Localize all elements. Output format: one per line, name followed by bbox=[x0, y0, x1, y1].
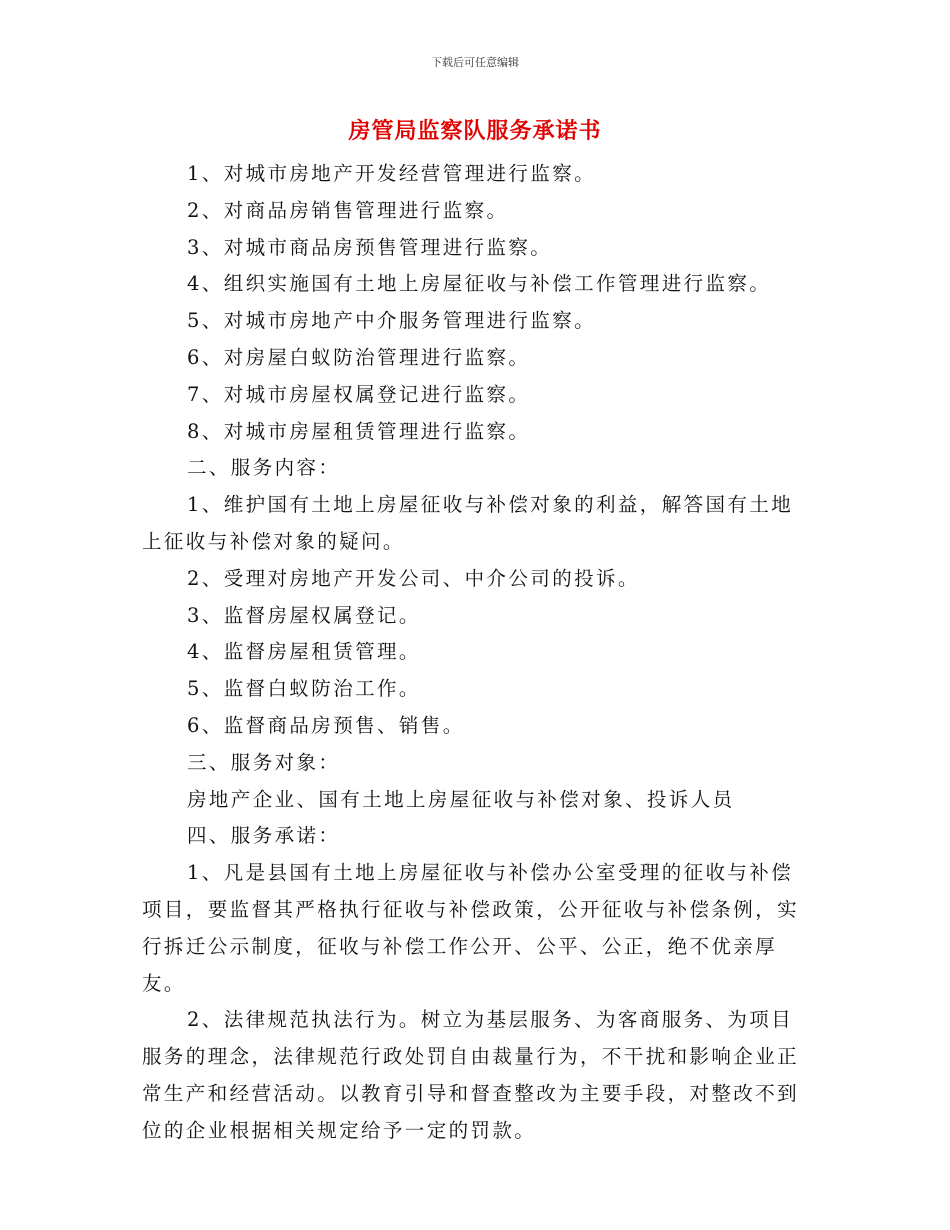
paragraph: 1、维护国有土地上房屋征收与补偿对象的利益，解答国有土地上征收与补偿对象的疑问。 bbox=[142, 493, 794, 553]
section-heading: 四、服务承诺： bbox=[187, 824, 341, 848]
paragraph: 2、对商品房销售管理进行监察。 bbox=[187, 198, 509, 222]
paragraph: 8、对城市房屋租赁管理进行监察。 bbox=[187, 419, 531, 443]
paragraph: 房地产企业、国有土地上房屋征收与补偿对象、投诉人员 bbox=[187, 787, 735, 811]
paragraph: 6、对房屋白蚁防治管理进行监察。 bbox=[187, 345, 531, 369]
paragraph: 3、对城市商品房预售管理进行监察。 bbox=[187, 235, 553, 259]
document-title: 房管局监察队服务承诺书 bbox=[348, 119, 602, 144]
paragraph: 2、法律规范执法行为。树立为基层服务、为客商服务、为项目服务的理念，法律规范行政处罚自由裁量行为，不干扰和影响企业正常生产和经营活动。以教育引导和督查整改为主要手段，对整改不到位的企业根据相关规定给予一定的罚款。 bbox=[142, 1008, 800, 1142]
section-heading: 三、服务对象： bbox=[187, 750, 341, 774]
paragraph: 1、凡是县国有土地上房屋征收与补偿办公室受理的征收与补偿项目，要监督其严格执行征收与补偿政策，公开征收与补偿条例，实行拆迁公示制度，征收与补偿工作公开、公平、公正，绝不优亲厚友。 bbox=[142, 861, 800, 995]
section-heading: 二、服务内容： bbox=[187, 456, 341, 480]
paragraph: 7、对城市房屋权属登记进行监察。 bbox=[187, 382, 531, 406]
paragraph: 3、监督房屋权属登记。 bbox=[187, 603, 421, 627]
page-header-note: 下载后可任意编辑 bbox=[431, 56, 519, 69]
document-body bbox=[142, 156, 810, 1150]
paragraph: 5、对城市房地产中介服务管理进行监察。 bbox=[187, 309, 597, 333]
paragraph: 4、组织实施国有土地上房屋征收与补偿工作管理进行监察。 bbox=[187, 272, 772, 296]
paragraph: 1、对城市房地产开发经营管理进行监察。 bbox=[187, 162, 597, 185]
paragraph: 5、监督白蚁防治工作。 bbox=[187, 677, 421, 701]
paragraph: 2、受理对房地产开发公司、中介公司的投诉。 bbox=[187, 566, 640, 590]
paragraph: 4、监督房屋租赁管理。 bbox=[187, 640, 421, 664]
paragraph: 6、监督商品房预售、销售。 bbox=[187, 713, 465, 737]
